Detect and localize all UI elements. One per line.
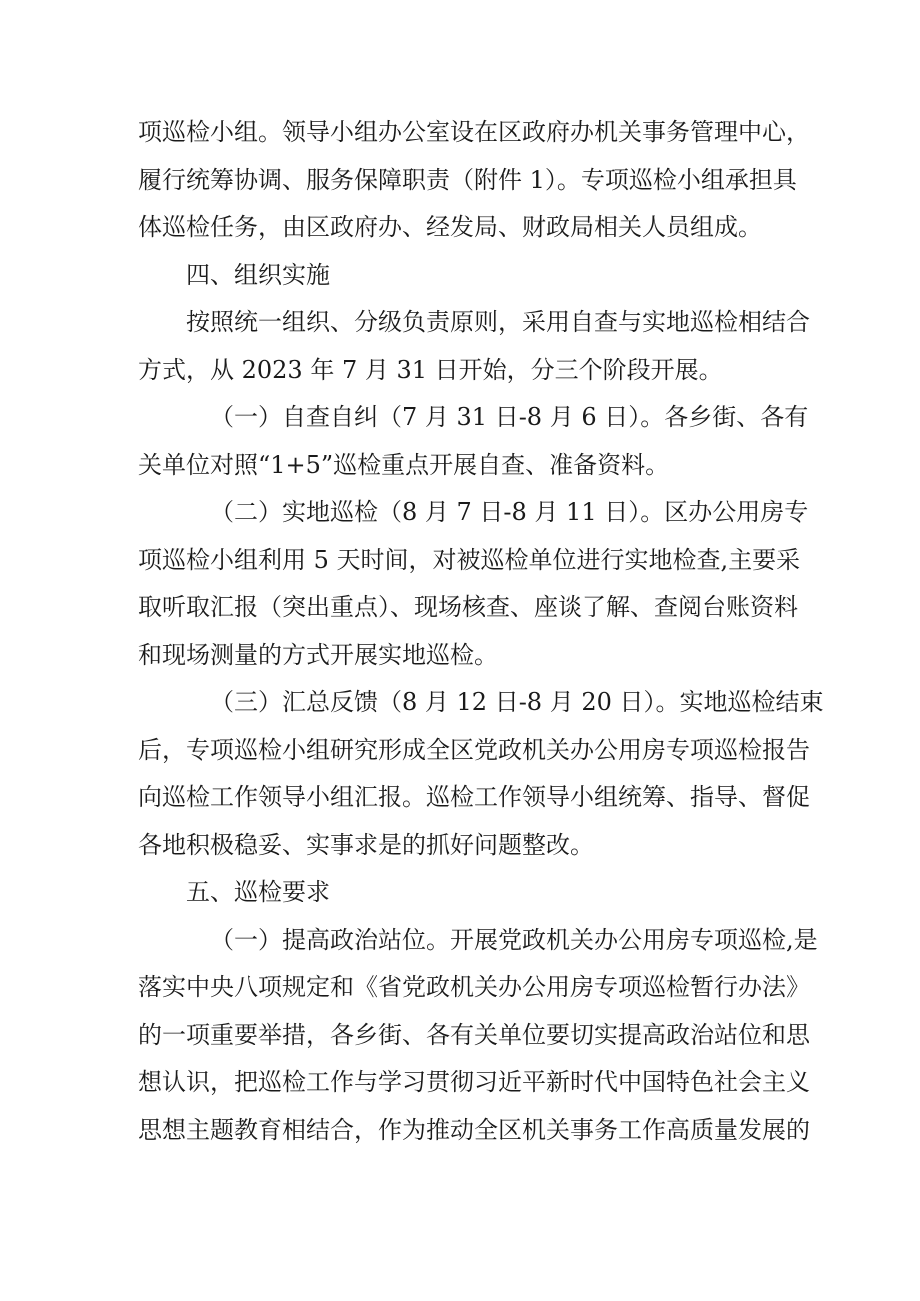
- text-line: 落实中央八项规定和《省党政机关办公用房专项巡检暂行办法》: [138, 973, 810, 1001]
- text-line: 四、组织实施: [186, 260, 330, 289]
- text-line: 取听取汇报（突出重点）、现场核查、座谈了解、查阅台账资料: [138, 593, 798, 621]
- text-line: 思想主题教育相结合，作为推动全区机关事务工作高质量发展的: [138, 1115, 810, 1144]
- text-line: 各地积极稳妥、实事求是的抓好问题整改。: [138, 830, 594, 859]
- text-line: 后，专项巡检小组研究形成全区党政机关办公用房专项巡检报告: [138, 735, 810, 764]
- text-line: （一）自查自纠（7 月 31 日-8 月 6 日）。各乡街、各有: [210, 403, 809, 431]
- text-line: 关单位对照“1+5”巡检重点开展自查、准备资料。: [138, 450, 670, 479]
- text-line: 体巡检任务，由区政府办、经发局、财政局相关人员组成。: [138, 213, 762, 241]
- text-line: 履行统筹协调、服务保障职责（附件 1）。专项巡检小组承担具: [138, 165, 797, 194]
- text-line: 项巡检小组利用 5 天时间，对被巡检单位进行实地检查,主要采: [138, 545, 801, 574]
- body-text: [138, 109, 824, 1154]
- text-line: 和现场测量的方式开展实地巡检。: [138, 640, 498, 669]
- text-line: 项巡检小组。领导小组办公室设在区政府办机关事务管理中心，: [138, 118, 810, 146]
- text-line: 向巡检工作领导小组汇报。巡检工作领导小组统筹、指导、督促: [138, 783, 810, 811]
- text-line: 想认识，把巡检工作与学习贯彻习近平新时代中国特色社会主义: [138, 1068, 810, 1096]
- text-line: （二）实地巡检（8 月 7 日-8 月 11 日）。区办公用房专: [210, 498, 809, 526]
- text-line: （一）提高政治站位。开展党政机关办公用房专项巡检,是: [210, 925, 818, 954]
- text-line: （三）汇总反馈（8 月 12 日-8 月 20 日）。实地巡检结束: [210, 688, 824, 716]
- text-line: 按照统一组织、分级负责原则，采用自查与实地巡检相结合: [186, 308, 810, 336]
- text-line: 方式，从 2023 年 7 月 31 日开始，分三个阶段开展。: [138, 355, 723, 384]
- text-line: 的一项重要举措，各乡街、各有关单位要切实提高政治站位和思: [138, 1020, 810, 1049]
- text-line: 五、巡检要求: [186, 878, 330, 906]
